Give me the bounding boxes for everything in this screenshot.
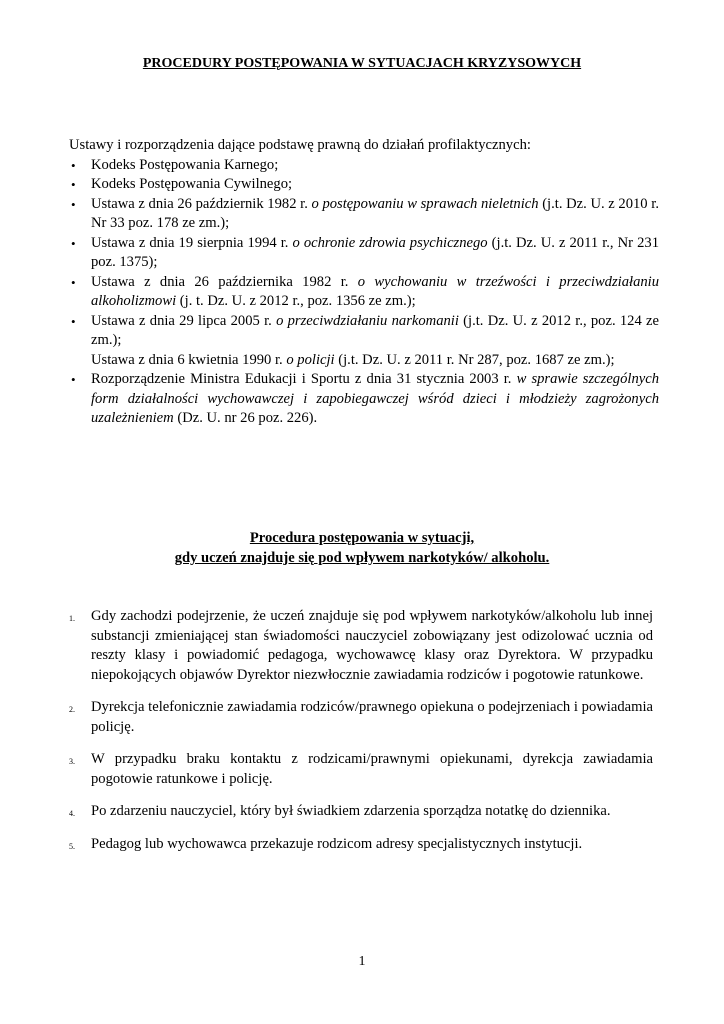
- step-number: 1.: [69, 614, 75, 623]
- law-item: [69, 351, 659, 371]
- procedure-title-line: gdy uczeń znajduje się pod wpływem narkotyków/ alkoholu.: [174, 550, 550, 566]
- bullet: •: [71, 177, 76, 192]
- bullet: •: [71, 313, 76, 329]
- procedure-step: [69, 750, 653, 789]
- procedure-steps-list: [69, 607, 653, 867]
- law-reference: (Dz. U. nr 26 poz. 226).: [173, 410, 318, 426]
- procedure-title-line: Procedura postępowania w sytuacji,: [249, 530, 475, 546]
- bullet: •: [71, 157, 76, 173]
- law-title: o ochronie zdrowia psychicznego: [292, 234, 488, 251]
- law-item: [69, 234, 659, 273]
- law-item: [69, 156, 659, 176]
- law-title: w sprawie szczególnych form działalności wychowawczej i zapobiegawczej wśród dzieci i młodzieży zagrożonych uzależnieniem: [91, 371, 659, 426]
- bullet: •: [71, 235, 76, 251]
- law-text: Rozporządzenie Ministra Edukacji i Sportu z dnia 31 stycznia 2003 r.: [91, 371, 517, 387]
- legal-basis-section: [69, 136, 659, 429]
- step-text: Gdy zachodzi podejrzenie, że uczeń znajduje się pod wpływem narkotyków/alkoholu lub innej substancji zmieniającej stan świadomości nauczyciel zobowiązany jest odizolować ucznia od reszty klasy i powiadomić pedagoga, wychowawcę klasy oraz Dyrektora. W przypadku niepokojących objawów Dyrektor niezwłocznie zawiadamia rodziców i pogotowie ratunkowe.: [91, 608, 653, 683]
- law-title: o przeciwdziałaniu narkomanii: [276, 312, 459, 329]
- law-item: [69, 312, 659, 351]
- law-text: Kodeks Postępowania Cywilnego;: [91, 176, 293, 192]
- law-reference: (j.t. Dz. U. z 2011 r., Nr 231 poz. 1375);: [91, 234, 659, 270]
- page-number: 1: [358, 954, 366, 969]
- step-text: Dyrekcja telefonicznie zawiadamia rodziców/prawnego opiekuna o podejrzeniach i powiadamia policję.: [91, 699, 653, 735]
- step-number: 3.: [69, 757, 75, 766]
- law-item: [69, 273, 659, 312]
- procedure-step: [69, 607, 653, 685]
- law-item: [69, 195, 659, 234]
- law-title: o wychowaniu w trzeźwości i przeciwdziałaniu alkoholizmowi: [91, 273, 660, 309]
- law-text: Ustawa z dnia 29 lipca 2005 r.: [91, 312, 277, 329]
- bullet: •: [71, 196, 76, 212]
- procedure-title: [0, 528, 724, 568]
- bullet: •: [71, 372, 76, 387]
- laws-list: [69, 156, 659, 429]
- document-title: PROCEDURY POSTĘPOWANIA W SYTUACJACH KRYZYSOWYCH: [142, 56, 582, 71]
- step-number: 4.: [69, 809, 75, 818]
- step-number: 2.: [69, 705, 75, 714]
- law-text: Ustawa z dnia 19 sierpnia 1994 r.: [91, 234, 293, 251]
- law-text: Kodeks Postępowania Karnego;: [91, 156, 279, 173]
- law-reference: (j.t. Dz. U. z 2010 r. Nr 33 poz. 178 ze zm.);: [91, 195, 659, 231]
- step-number: 5.: [69, 841, 75, 851]
- step-text: Pedagog lub wychowawca przekazuje rodzicom adresy specjalistycznych instytucji.: [91, 835, 583, 852]
- law-item: [69, 175, 659, 195]
- step-text: W przypadku braku kontaktu z rodzicami/prawnymi opiekunami, dyrekcja zawiadamia pogotowie ratunkowe i policję.: [91, 751, 653, 787]
- law-text: Ustawa z dnia 26 października 1982 r.: [91, 273, 358, 290]
- law-title: o policji: [286, 351, 335, 368]
- step-text: Po zdarzeniu nauczyciel, który był świadkiem zdarzenia sporządza notatkę do dziennika.: [91, 803, 611, 819]
- procedure-step: [69, 802, 653, 822]
- law-title: o postępowaniu w sprawach nieletnich: [311, 195, 539, 212]
- law-text: Ustawa z dnia 26 październik 1982 r.: [91, 195, 312, 212]
- procedure-step: [69, 835, 653, 855]
- law-item: [69, 370, 659, 429]
- law-reference: (j.t. Dz. U. z 2011 r. Nr 287, poz. 1687 ze zm.);: [334, 351, 615, 368]
- law-text: Ustawa z dnia 6 kwietnia 1990 r.: [91, 351, 287, 368]
- legal-basis-intro: Ustawy i rozporządzenia dające podstawę prawną do działań profilaktycznych:: [69, 137, 531, 153]
- procedure-step: [69, 698, 653, 737]
- bullet: •: [71, 274, 76, 290]
- law-reference: (j.t. Dz. U. z 2012 r., poz. 124 ze zm.);: [91, 312, 659, 348]
- law-reference: (j. t. Dz. U. z 2012 r., poz. 1356 ze zm.);: [176, 293, 416, 309]
